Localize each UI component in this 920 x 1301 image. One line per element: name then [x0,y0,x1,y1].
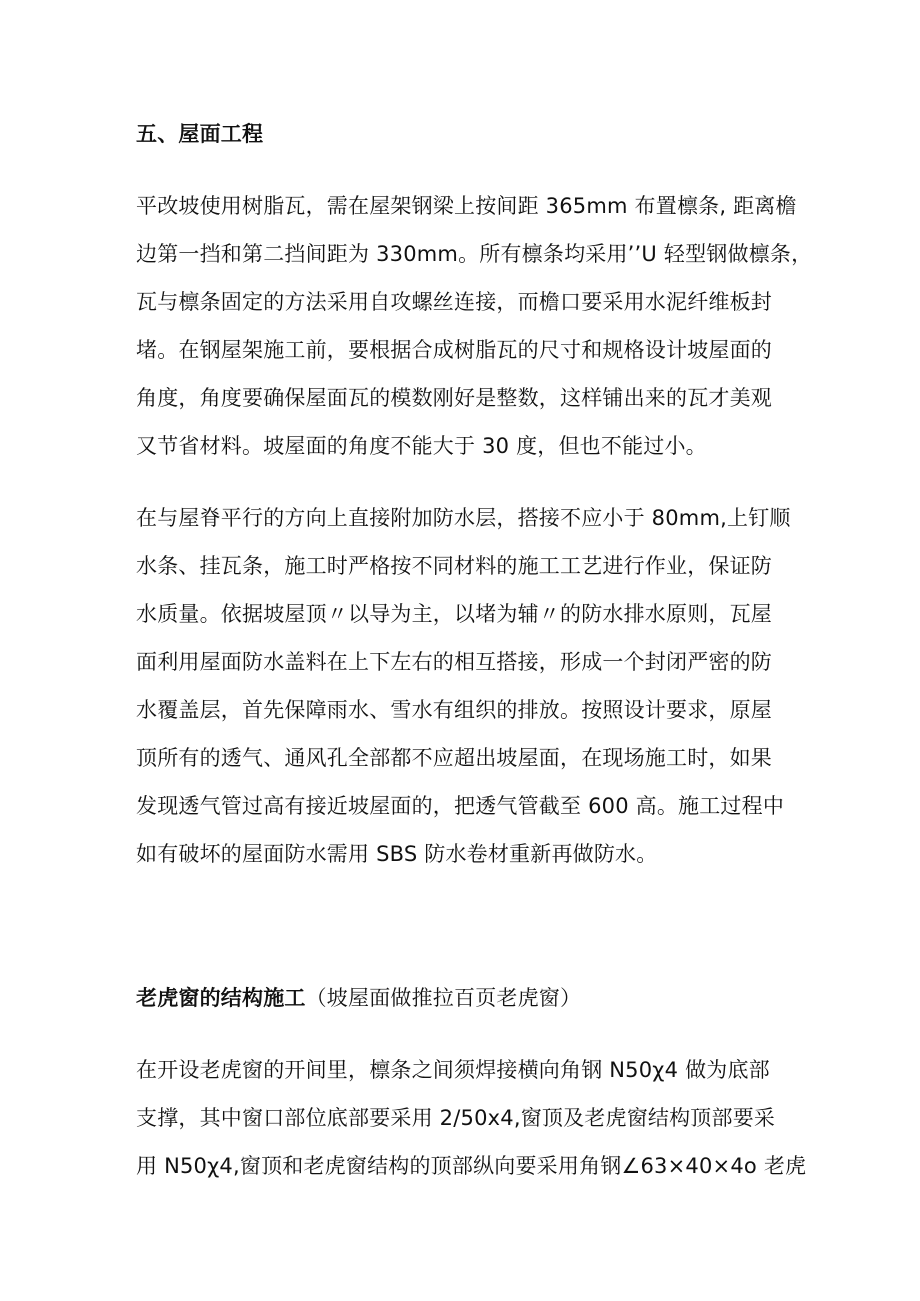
subsection-note: （坡屋面做推拉百页老虎窗） [305,986,582,1010]
paragraph-line: 用 N50χ4,窗顶和老虎窗结构的顶部纵向要采用角钢∠63×40×4o 老虎 [136,1154,807,1178]
paragraph-line: 如有破坏的屋面防水需用 SBS 防水卷材重新再做防水。 [136,842,658,866]
paragraph-line: 水覆盖层，首先保障雨水、雪水有组织的排放。按照设计要求，原屋 [136,698,772,722]
paragraph-line: 支撑，其中窗口部位底部要采用 2/50x4,窗顶及老虎窗结构顶部要采 [136,1106,776,1130]
paragraph-line: 边第一挡和第二挡间距为 330mm。所有檩条均采用’’U 轻型钢做檩条， [136,242,813,266]
paragraph-line: 发现透气管过高有接近坡屋面的，把透气管截至 600 高。施工过程中 [136,794,785,818]
paragraph-line: 在开设老虎窗的开间里，檩条之间须焊接横向角钢 N50χ4 做为底部 [136,1058,770,1082]
paragraph-line: 面利用屋面防水盖料在上下左右的相互搭接，形成一个封闭严密的防 [136,650,772,674]
paragraph-line: 瓦与檩条固定的方法采用自攻螺丝连接，而檐口要采用水泥纤维板封 [136,290,772,314]
paragraph-line: 水条、挂瓦条，施工时严格按不同材料的施工工艺进行作业，保证防 [136,554,772,578]
subsection-heading [136,984,581,1012]
paragraph-line: 堵。在钢屋架施工前，要根据合成树脂瓦的尺寸和规格设计坡屋面的 [136,338,772,362]
section-heading: 五、屋面工程 [136,122,264,146]
paragraph-line: 角度，角度要确保屋面瓦的模数刚好是整数，这样铺出来的瓦才美观 [136,386,772,410]
subsection-title: 老虎窗的结构施工 [136,986,306,1010]
paragraph-line: 在与屋脊平行的方向上直接附加防水层，搭接不应小于 80mm,上钉顺 [136,506,791,530]
paragraph-line: 又节省材料。坡屋面的角度不能大于 30 度，但也不能过小。 [136,434,707,458]
paragraph-line: 顶所有的透气、通风孔全部都不应超出坡屋面，在现场施工时，如果 [136,746,772,770]
paragraph-line: 平改坡使用树脂瓦，需在屋架钢梁上按间距 365mm 布置檩条, 距离檐 [136,194,797,218]
paragraph-line: 水质量。依据坡屋顶〃以导为主，以堵为辅〃的防水排水原则，瓦屋 [136,602,772,626]
